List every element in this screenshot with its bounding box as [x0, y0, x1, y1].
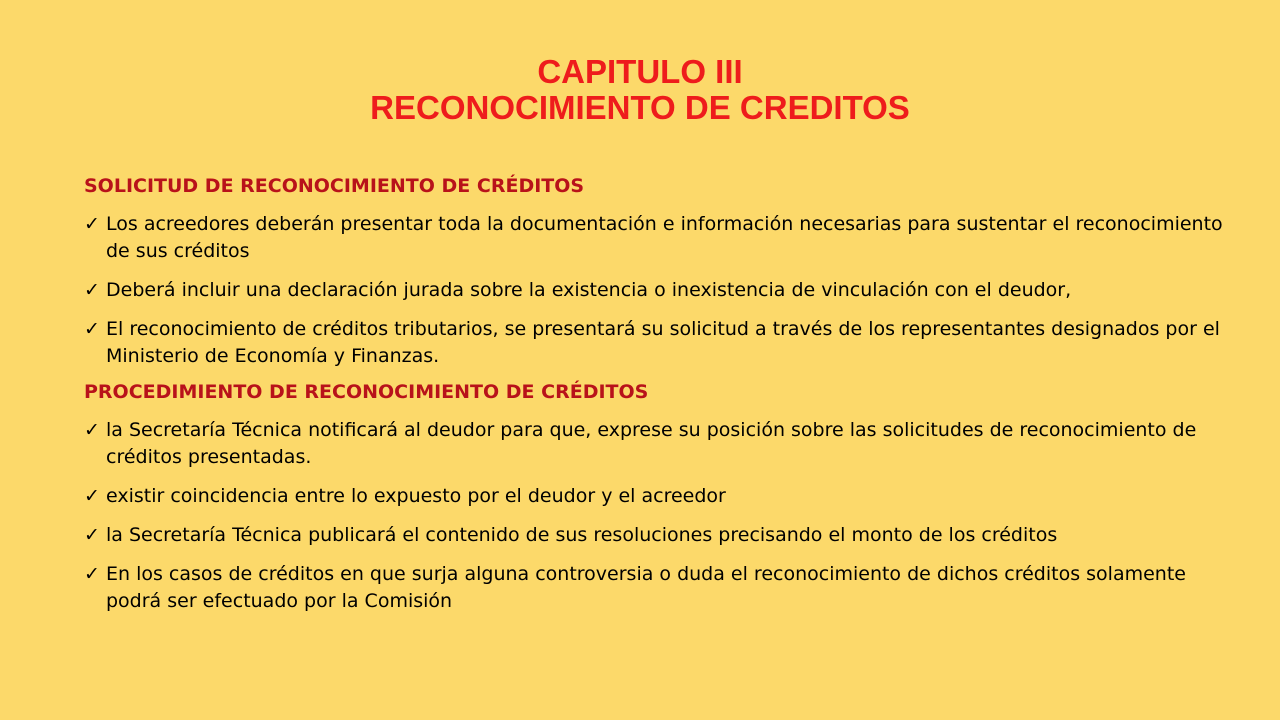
checkmark-icon: ✓ [84, 279, 100, 301]
checkmark-icon: ✓ [84, 524, 100, 546]
bullet-item [84, 561, 1224, 615]
section-heading-solicitud: SOLICITUD DE RECONOCIMIENTO DE CRÉDITOS [84, 175, 585, 197]
bullet-item [84, 277, 1224, 304]
bullet-text: la Secretaría Técnica publicará el contenido de sus resoluciones precisando el monto de los créditos [106, 524, 1058, 546]
bullet-text: En los casos de créditos en que surja alguna controversia o duda el reconocimiento de dichos créditos solamente podrá ser efectuado por la Comisión [106, 563, 1186, 612]
bullet-text: Los acreedores deberán presentar toda la documentación e información necesarias para sustentar el reconocimiento de sus créditos [106, 213, 1223, 262]
bullet-text: la Secretaría Técnica notificará al deudor para que, exprese su posición sobre las solicitudes de reconocimiento de créditos presentadas. [106, 419, 1197, 468]
checkmark-icon: ✓ [84, 318, 100, 340]
slide-body [84, 173, 1224, 627]
section-heading-procedimiento: PROCEDIMIENTO DE RECONOCIMIENTO DE CRÉDITOS [84, 381, 649, 403]
checkmark-icon: ✓ [84, 485, 100, 507]
bullet-text: El reconocimiento de créditos tributarios, se presentará su solicitud a través de los representantes designados por el Ministerio de Economía y Finanzas. [106, 318, 1220, 367]
title-line-2: RECONOCIMIENTO DE CREDITOS [370, 89, 910, 126]
bullet-item [84, 211, 1224, 265]
bullet-item [84, 417, 1224, 471]
bullet-text: Deberá incluir una declaración jurada sobre la existencia o inexistencia de vinculación con el deudor, [106, 279, 1072, 301]
checkmark-icon: ✓ [84, 213, 100, 235]
slide-title [0, 54, 1280, 126]
checkmark-icon: ✓ [84, 419, 100, 441]
bullet-text: existir coincidencia entre lo expuesto por el deudor y el acreedor [106, 485, 726, 507]
bullet-item [84, 483, 1224, 510]
checkmark-icon: ✓ [84, 563, 100, 585]
title-line-1: CAPITULO III [537, 53, 743, 90]
bullet-item [84, 316, 1224, 370]
bullet-item [84, 522, 1224, 549]
